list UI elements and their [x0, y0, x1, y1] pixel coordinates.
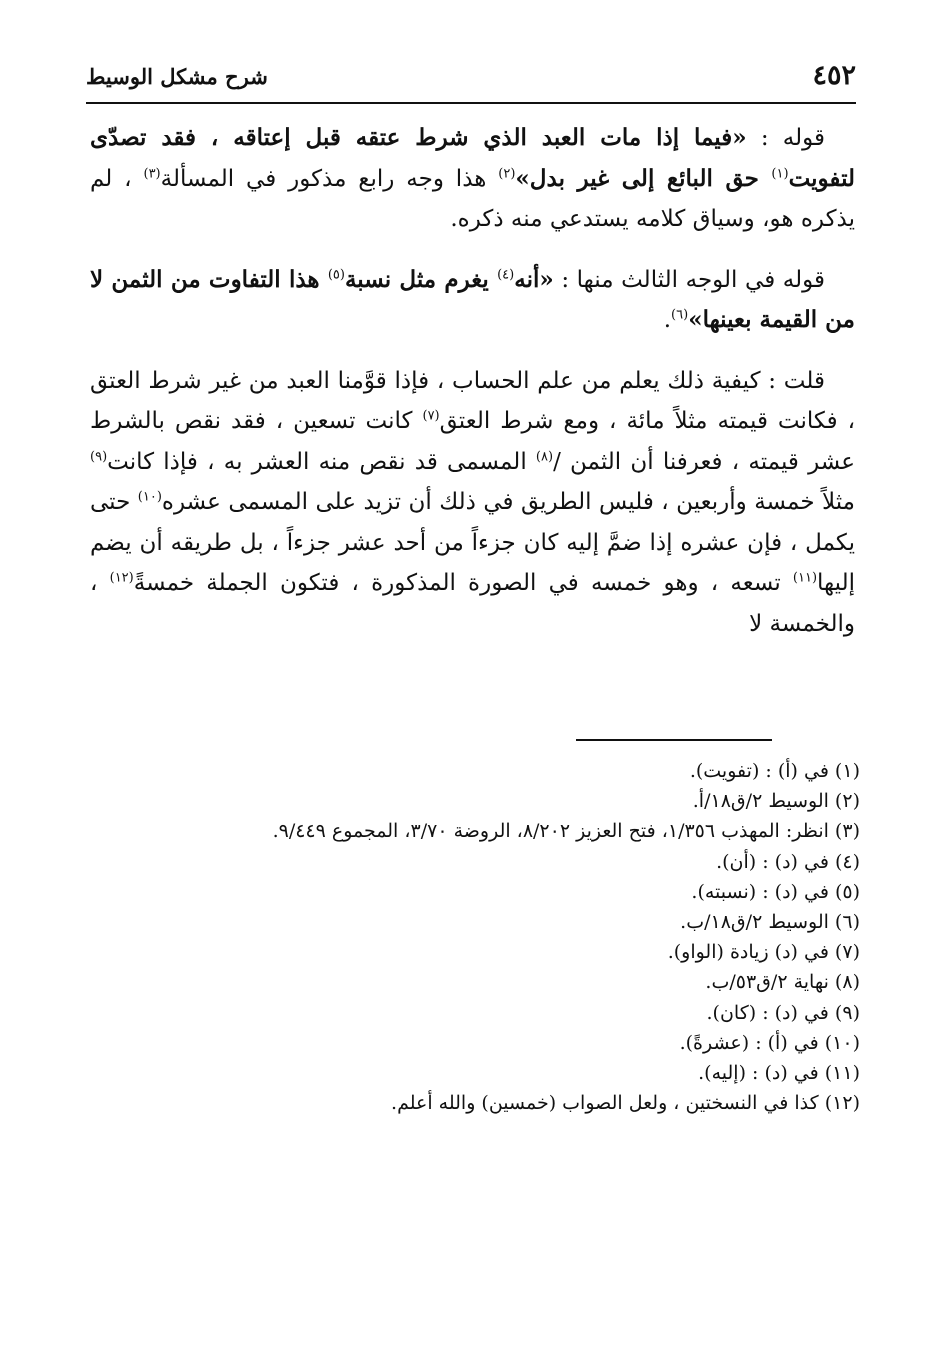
footnote-divider: [576, 739, 772, 741]
footnote: (٣) انظر: المهذب ١/٣٥٦، فتح العزيز ٨/٢٠٢، الروضة ٣/٧٠، المجموع ٩/٤٤٩.: [272, 820, 860, 843]
footnote: (١٠) في (أ) : (عشرةً).: [679, 1031, 860, 1054]
footnote-ref: (٢): [498, 165, 516, 181]
footnote: (٨) نهاية ٢/ق٥٣/ب.: [705, 971, 860, 994]
main-text: [90, 118, 855, 644]
footnote: (١٢) كذا في النسختين ، ولعل الصواب (خمسين) والله أعلم.: [391, 1092, 860, 1115]
footnote-ref: (٥): [327, 266, 345, 282]
footnote-ref: (٣): [143, 165, 161, 181]
footnotes: [100, 756, 860, 1118]
footnote: (١١) في (د) : (إليه).: [698, 1062, 860, 1085]
footnote-ref: (٤): [497, 266, 515, 282]
quoted-text: «فيما إذا مات العبد الذي شرط عتقه قبل إعتاقه ، فقد تصدّى لتفويت: [90, 124, 856, 192]
footnote-ref: (٦): [671, 307, 689, 323]
quoted-text: هذا التفاوت من الثمن لا من القيمة بعينها»: [90, 265, 855, 333]
footnote-ref: (١٢): [109, 570, 134, 586]
footnote: (١) في (أ) : (تفويت).: [689, 760, 860, 782]
footnote: (٦) الوسيط ٢/ق١٨/ب.: [680, 911, 860, 934]
footnote-ref: (١٠): [137, 489, 162, 505]
footnote-ref: (١): [771, 165, 789, 181]
quoted-text: يغرم مثل نسبة: [344, 265, 498, 293]
footnote: (٤) في (د) : (أن).: [716, 850, 860, 873]
page-header: [86, 58, 856, 104]
footnote-ref: (٧): [422, 408, 440, 424]
paragraph-1: قوله : «فيما إذا مات العبد الذي شرط عتقه قبل إعتاقه ، فقد تصدّى لتفويت$^{(١)}$ حق البائع إلى غير بدل»$^{(٢)}$ هذا وجه رابع مذكور في المسألة$^{(٣)}$ ، لم يذكره هو، وسياق كلامه يستدعي منه ذكره.: [90, 124, 856, 232]
footnote: (٧) في (د) زيادة (الواو).: [667, 941, 860, 964]
paragraph-3: قلت : كيفية ذلك يعلم من علم الحساب ، فإذا قوَّمنا العبد من غير شرط العتق ، فكانت قيمته مثلاً مائة ، ومع شرط العتق$^{(٧)}$ كانت تسعين ، فقد نقص بالشرط عشر قيمته ، فعرفنا أن الثمن /$^{(٨)}$ المسمى قد نقص منه العشر به ، فإذا كانت$^{(٩)}$ مثلاً خمسة وأربعين ، فليس الطريق في ذلك أن تزيد على المسمى عشره$^{(١٠)}$ حتى يكمل ، فإن عشره إذا ضمَّ إليه كان جزءاً من أحد عشر جزءاً ، بل طريقه أن يضم إليها$^{(١١)}$ تسعه ، وهو خمسه في الصورة المذكورة ، فتكون الجملة خمسةً$^{(١٢)}$ ، والخمسة لا: [90, 367, 856, 637]
footnote: (٥) في (د) : (نسبته).: [691, 880, 860, 903]
footnote-ref: (١١): [792, 570, 818, 586]
paragraph-2: قوله في الوجه الثالث منها : «أنه$^{(٤)}$ يغرم مثل نسبة$^{(٥)}$ هذا التفاوت من الثمن لا من القيمة بعينها»$^{(٦)}$.: [90, 265, 855, 333]
footnote: (٢) الوسيط ٢/ق١٨/أ.: [692, 790, 860, 813]
running-title: شرح مشكل الوسيط: [86, 64, 268, 89]
footnote-ref: (٩): [90, 448, 108, 464]
footnote-ref: (٨): [535, 448, 554, 464]
footnote: (٩) في (د) : (كان).: [706, 1001, 860, 1024]
quoted-text: «أنه: [514, 265, 554, 293]
page-number: ٤٥٢: [812, 60, 856, 91]
quoted-text: حق البائع إلى غير بدل»: [515, 164, 772, 192]
